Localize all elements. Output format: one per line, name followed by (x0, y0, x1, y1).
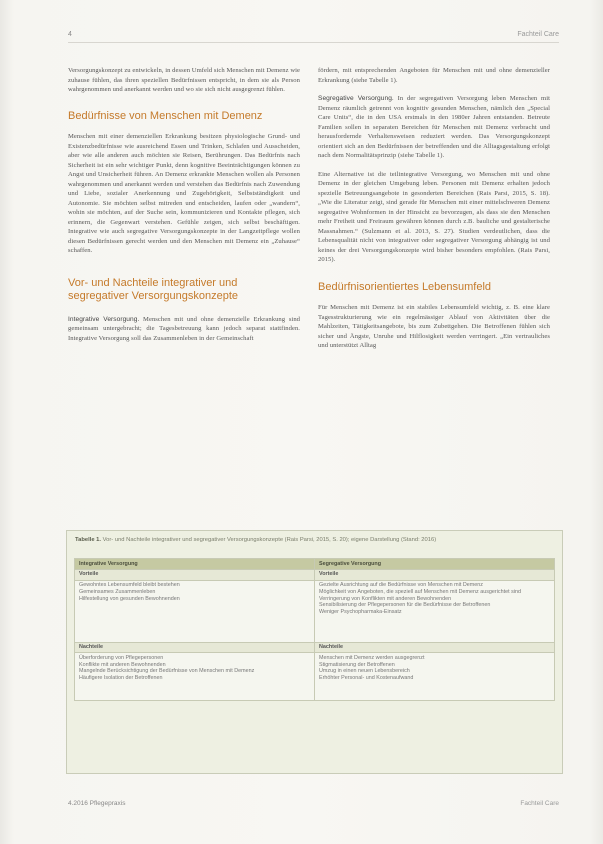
list-item: Überforderung von Pflegepersonen (79, 654, 164, 661)
list-item: Mangelnde Berücksichtigung der Bedürfnisse von Menschen mit Demenz (79, 668, 255, 675)
list-item: Hilfestellung von gesunden Bewohnenden (79, 595, 180, 602)
table-caption (75, 536, 555, 544)
page-number: 4 (68, 31, 72, 38)
right-column (318, 66, 550, 351)
running-header: Fachteil Care (517, 31, 559, 38)
footer-section: Fachteil Care (520, 800, 559, 807)
lead-segregative: Segregative Versorgung. (318, 95, 394, 102)
lead-integrative: Integrative Versorgung. (68, 315, 140, 323)
col-header-segregative: Segregative Versorgung (315, 559, 555, 570)
heading-beduerfnisse: Bedürfnisse von Menschen mit Demenz (68, 109, 263, 122)
right-para-1: fördern, mit entsprechenden Angeboten für Menschen mit und ohne demenzieller Erkrankung (siehe Tabelle 1). (318, 67, 550, 84)
header-divider (68, 42, 559, 43)
cell-int-advantages (75, 580, 315, 642)
cell-int-disadvantages (75, 653, 315, 701)
col-header-integrative: Integrative Versorgung (75, 559, 315, 570)
left-column (68, 66, 300, 343)
right-para-3: Eine Alternative ist die teilintegrative Versorgung, wo Menschen mit und ohne Demenz in der gleichen Umgebung leben. Personen mit Demenz erhalten jedoch spezielle Betreuungsangebote in gesonderten Bereichen (Rais Parsi, 2015, S. 18). „Wie die Literatur zeigt, sind gerade für Menschen mit einer mittelschweren Demenz segregative Wohnformen in der Hinsicht zu bevorzugen, als dass sie den Menschen mehr Freiheit und Freiraum gewähren können durch z.B. bauliche und gestalterische Massnahmen.“ (Sulzmann et al. 2013, S. 27). Studien verdeutlichen, dass die Lebensqualität nicht von integrativer oder segregativer Versorgung abhängig ist und keines der drei Versorgungskonzepte wird bisher besonders empfohlen. (Rais Parsi, 2015). (318, 170, 550, 263)
table-caption-text: Vor- und Nachteile integrativer und segregativer Versorgungskonzepte (Rais Parsi, 2015, S. 20); eigene Darstellung (Stand: 2016) (101, 537, 437, 543)
list-item: Konflikte mit anderen Bewohnenden (79, 661, 166, 668)
left-para-1: Versorgungskonzept zu entwickeln, in dessen Umfeld sich Menschen mit Demenz wie zuhause fühlen, das ihren speziellen Bedürfnissen entspricht, in dem sie als Person wahrgenommen und anerkannt werden und wo sie sich nicht ausgegrenzt fühlen. (68, 67, 300, 93)
left-para-3 (68, 315, 300, 344)
list-item: Gemeinsames Zusammenleben (79, 588, 156, 595)
list-item: Verringerung von Konflikten mit anderen Bewohnenden (319, 595, 452, 602)
left-para-3-text: Menschen mit und ohne demenzielle Erkrankung sind gemeinsam untergebracht; die Tagesbetreuung kann jedoch separat stattfinden. Integrative Versorgung soll das Zusammenleben in der Gemeinschaft (68, 315, 301, 342)
row-label-disadvantages-seg: Nachteile (315, 642, 555, 653)
list-item: Erhöhter Personal- und Kostenaufwand (319, 675, 414, 682)
cell-seg-disadvantages (315, 653, 555, 701)
comparison-table (74, 558, 555, 701)
list-item: Gezielte Ausrichtung auf die Bedürfnisse von Menschen mit Demenz (319, 582, 483, 589)
list-item: Menschen mit Demenz werden ausgegrenzt (319, 654, 425, 661)
list-item: Umzug in einen neuen Lebensbereich (319, 668, 410, 675)
right-para-2-text: In der segregativen Versorgung leben Menschen mit Demenz räumlich getrennt von kognitiv gesunden Menschen, nämlich den „Special Care Units“, die in den USA erstmals in den 1980er Jahren entstanden. Betreute Familien sollen in separaten Bereichen für Menschen mit Demenz verbracht und herausfordernde Verhaltensweisen reduziert werden. Das Versorgungskonzept orientiert sich an den Bedürfnissen der betreffenden und die Alltagsgestaltung erfolgt nach dem Normalitätsprinzip (siehe Tabelle 1). (318, 95, 550, 159)
heading-lebensumfeld: Bedürfnisorientiertes Lebensumfeld (318, 280, 492, 293)
list-item: Gewohntes Lebensumfeld bleibt bestehen (79, 582, 180, 589)
list-item: Stigmatisierung der Betroffenen (319, 661, 395, 668)
heading-vor-nachteile: Vor- und Nachteile integrativer und segregativer Versorgungskonzepte (68, 276, 238, 302)
comparison-table-box (66, 530, 563, 774)
left-para-2: Menschen mit einer demenziellen Erkrankung besitzen physiologische Grund- und Existenzbedürfnisse wie ausreichend Essen und Trinken, Schlafen und Ausscheiden, aber wie alle anderen auch möchten sie Reisen, Berührungen. Das Bedürfnis nach Sicherheit ist ein sehr wichtiger Punkt, denn kognitive Beeinträchtigungen können zu Angst und Unsicherheit führen. An Demenz erkrankte Menschen wollen als Personen wahrgenommen und anerkannt werden und verstehen das Bedürfnis nach Zuwendung und Liebe, sozialer Anerkennung und Zugehörigkeit, Selbstständigkeit und Autonomie. Sie möchten selbst mitreden und entscheiden, laufen oder „wandern“, wohin sie möchten, auf der Suche sein, kommunizieren und Kontakte pflegen, sich erinnern, die Gegenwart verstehen. Gefühle zeigen, sich selbst beschäftigen. Integrative wie auch segregative Versorgungskonzepte in der Langzeitpflege wollen diesen Bedürfnissen gerecht werden und den Menschen mit Demenz ein „Zuhause“ schaffen. (68, 133, 300, 254)
footer-issue: 4.2016 Pflegepraxis (68, 800, 126, 807)
list-item: Möglichkeit von Angeboten, die speziell auf Menschen mit Demenz ausgerichtet sind (319, 588, 521, 595)
row-label-advantages-int: Vorteile (75, 569, 315, 580)
right-para-2 (318, 94, 550, 161)
right-para-4: Für Menschen mit Demenz ist ein stabiles Lebensumfeld wichtig, z. B. eine klare Tagesstrukturierung wie ein regelmässiger Ablauf von Aktivitäten über die Mahlzeiten, Tätigkeitsangebote, bis zum Zubettgehen. Die Betroffenen fühlen sich sicher und Ängste, Unruhe und Hilflosigkeit werden verringert. „Ein vertrauliches und unterstützt Alltag (318, 304, 550, 349)
list-item: Sensibilisierung der Pflegepersonen für die Bedürfnisse der Betroffenen (319, 602, 491, 609)
cell-seg-advantages (315, 580, 555, 642)
list-item: Weniger Psychopharmaka-Einsatz (319, 609, 402, 616)
row-label-disadvantages-int: Nachteile (75, 642, 315, 653)
table-caption-label: Tabelle 1. (75, 537, 101, 543)
list-item: Häufigere Isolation der Betroffenen (79, 675, 163, 682)
row-label-advantages-seg: Vorteile (315, 569, 555, 580)
